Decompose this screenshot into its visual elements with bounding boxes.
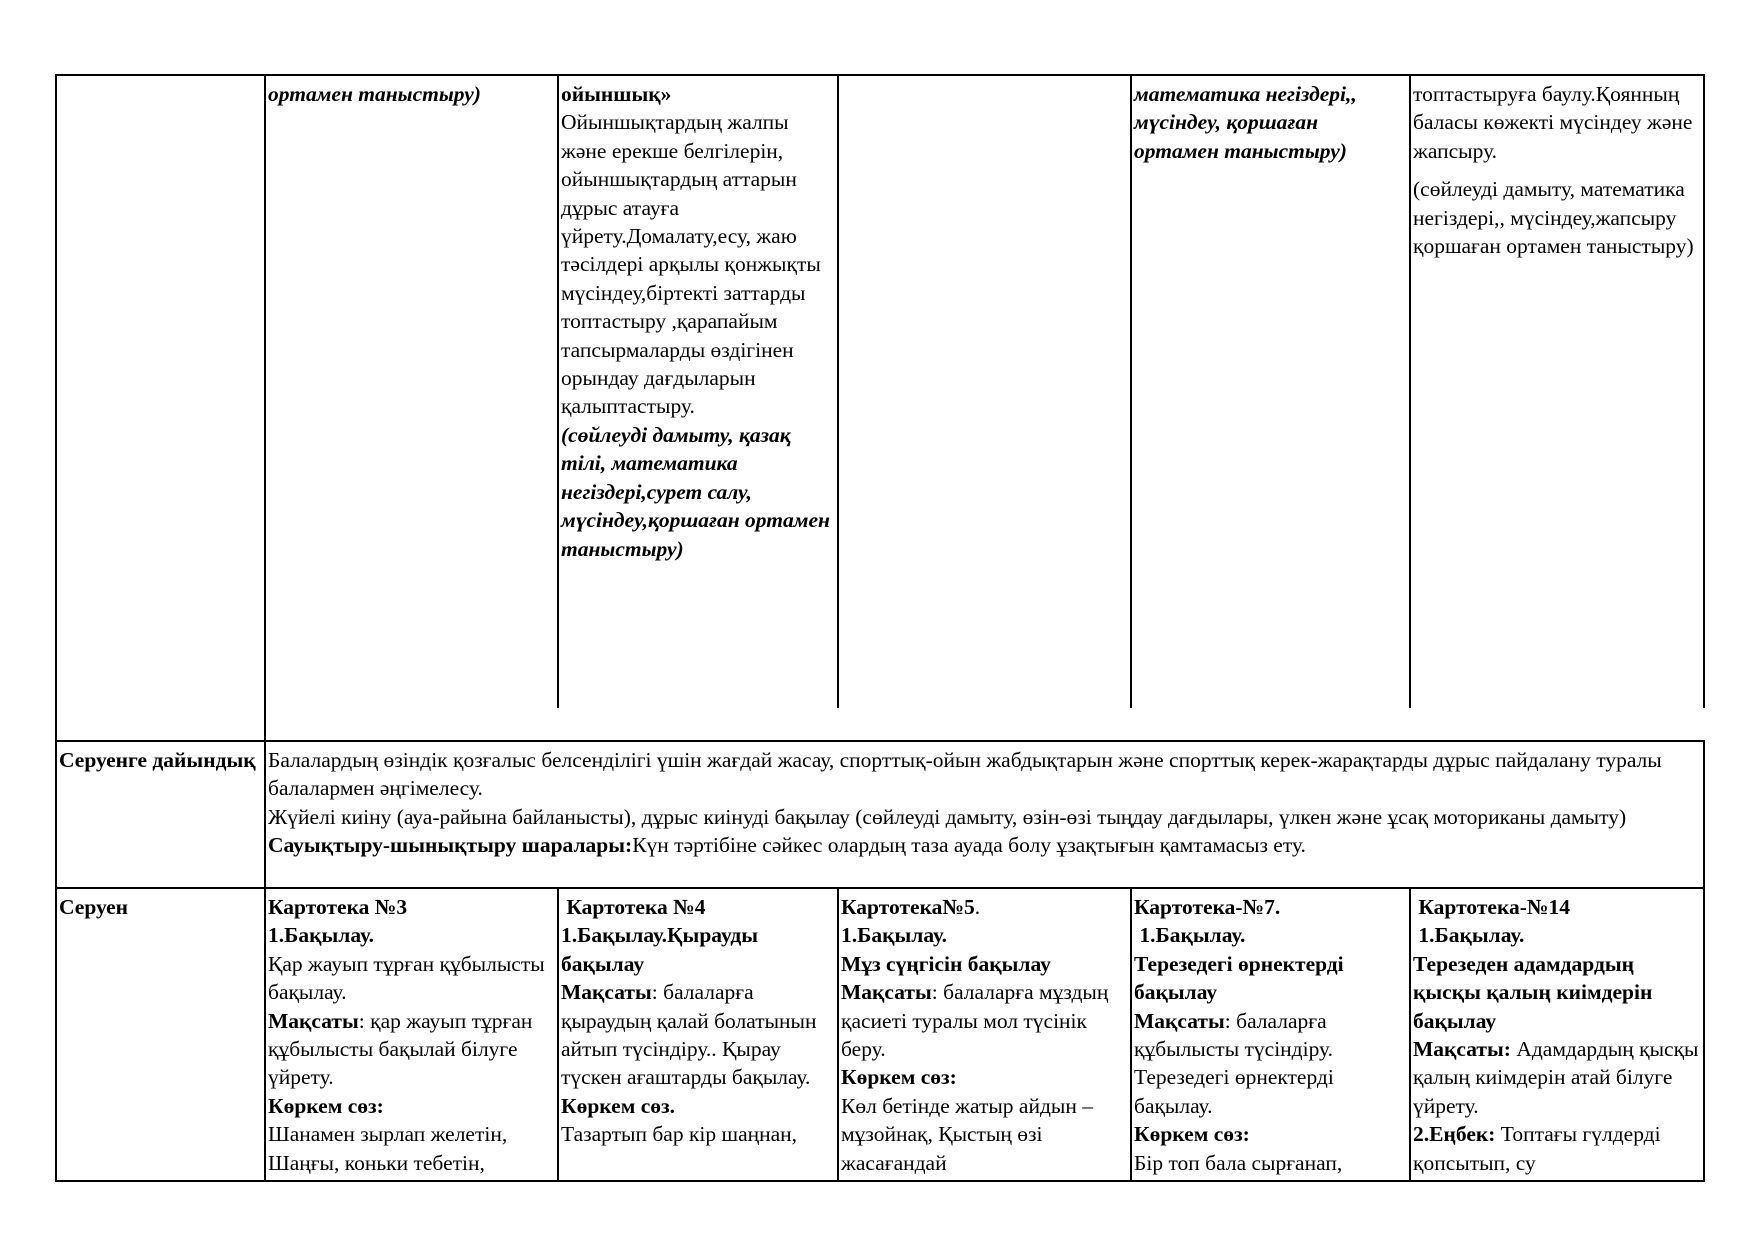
walk-col6-work-text: Топтағы гүлдерді қопсытып, су xyxy=(1413,1122,1661,1175)
walk-col6-card: Картотека-№14 xyxy=(1413,895,1571,919)
walk-col2-art: Шанамен зырлап желетін, Шаңғы, коньки тебетін, xyxy=(268,1122,508,1175)
table-border-right-top xyxy=(1703,74,1705,708)
walk-col2-goal-text: : қар жауып тұрған құбылысты бақылай білуге үйрету. xyxy=(268,1008,533,1090)
walk-col3-card: Картотека №4 xyxy=(561,895,706,919)
walk-col4-art: Көл бетінде жатыр айдын – мұзойнақ, Қыстың өзі жасағандай xyxy=(841,1093,1093,1175)
walk-col3-observation: 1.Бақылау.Қырауды бақылау xyxy=(561,923,759,976)
row-walk-col4 xyxy=(839,889,1129,1179)
row-top-col3 xyxy=(559,76,836,706)
row-prep-line3 xyxy=(268,831,1700,859)
walk-col2-observation: 1.Бақылау. xyxy=(268,923,374,948)
walk-col4-observation: 1.Бақылау. xyxy=(841,923,947,948)
row-top-col4 xyxy=(839,76,1129,706)
walk-col3-goal-text: : балаларға қыраудың қалай болатынын айтып түсіндіру.. Қырау түскен ағаштарды бақылау. xyxy=(561,980,817,1090)
row-prep-line3-rest: Күн тәртібіне сәйкес олардың таза ауада болу ұзақтығын қамтамасыз ету. xyxy=(632,833,1306,858)
row-top-col3-text: Ойыншықтардың жалпы және ерекше белгілерін, ойыншықтардың аттарын дұрыс атауға үйрету.Домалату,есу, жаю тәсілдері арқылы қонжықты мүсіндеу,біртекті заттарды топтастыру ,қарапайым тапсырмаларды өздігінен орындау дағдыларын қалыптастыру. xyxy=(561,110,821,419)
walk-col2-text: Қар жауып тұрған құбылысты бақылау. xyxy=(268,951,545,1005)
walk-col3-art-label: Көркем сөз. xyxy=(561,1093,676,1118)
walk-col4-art-label: Көркем сөз: xyxy=(841,1065,957,1090)
row-top-col6-text: топтастыруға баулу.Қоянның баласы көжекті мүсіндеу және жапсыру. xyxy=(1413,82,1693,163)
row-top-col5-text: математика негіздері,, мүсіндеу, қоршаған ортамен таныстыру) xyxy=(1134,82,1357,163)
walk-col5-card: Картотека-№7. xyxy=(1134,895,1281,919)
row-prep-line1: Балалардың өзіндік қозғалыс белсенділігі үшін жағдай жасау, спорттық-ойын жабдықтарын және спорттық керек-жарақтарды дұрыс пайдалану туралы балалармен әңгімелесу. xyxy=(268,748,1662,801)
row-top-col6-integration: (сөйлеуді дамыту, математика негіздері,, мүсіндеу,жапсыру қоршаған ортамен таныстыру) xyxy=(1413,177,1694,259)
row-prep-label-text: Серуенге дайындық xyxy=(59,748,256,772)
walk-col2-art-label: Көркем сөз: xyxy=(268,1093,384,1118)
walk-col5-goal-text: : балаларға құбылысты түсіндіру. Терезедегі өрнектерді бақылау. xyxy=(1134,1008,1334,1118)
walk-col3-art: Тазартып бар кір шаңнан, xyxy=(561,1122,798,1147)
walk-col3-goal-label: Мақсаты xyxy=(561,980,652,1005)
spacer xyxy=(1413,165,1700,175)
row-walk-col6 xyxy=(1411,889,1702,1179)
walk-col5-goal xyxy=(1134,1007,1406,1121)
walk-col5-observation-topic: Терезедегі өрнектерді бақылау xyxy=(1134,951,1344,1005)
row-prep-line3-bold: Сауықтыру-шынықтыру шаралары: xyxy=(268,833,633,858)
table-border-right-bottom xyxy=(1703,740,1705,1182)
row-prep-line2: Жүйелі киіну (ауа-райына байланысты), дұрыс киінуді бақылау (сөйлеуді дамыту, өзін-өзі тыңдау дағдылары, үлкен және ұсақ моториканы дамыту) xyxy=(268,804,1627,829)
row-walk-label xyxy=(57,889,263,1179)
walk-col4-observation-topic: Мұз сүңгісін бақылау xyxy=(841,951,1051,976)
walk-col5-observation: 1.Бақылау. xyxy=(1134,923,1246,948)
walk-col4-card-dot: . xyxy=(974,895,981,919)
row-top-col2 xyxy=(266,76,556,706)
row-walk-col3 xyxy=(559,889,836,1179)
walk-col4-goal xyxy=(841,978,1127,1063)
walk-col3-goal xyxy=(561,978,834,1092)
walk-col2-card: Картотека №3 xyxy=(268,895,408,919)
row-top-col3-title-end: ойыншық» xyxy=(561,82,672,106)
walk-col6-goal xyxy=(1413,1035,1700,1120)
walk-col4-goal-text: : балаларға мұздың қасиеті туралы мол түсінік беру. xyxy=(841,980,1109,1062)
walk-col4-card-line xyxy=(841,893,1127,921)
row-top-col6 xyxy=(1411,76,1702,706)
row-top-col5 xyxy=(1132,76,1408,706)
walk-col2-goal-label: Мақсаты xyxy=(268,1008,359,1033)
walk-col6-goal-label: Мақсаты: xyxy=(1413,1037,1511,1062)
walk-col2-goal xyxy=(268,1007,554,1092)
table-border-bottom xyxy=(55,1180,1705,1182)
walk-col6-goal-text: Адамдардың қысқы қалың киімдерін атай білуге үйрету. xyxy=(1413,1037,1699,1118)
walk-col5-art: Бір топ бала сырғанап, xyxy=(1134,1150,1343,1175)
row-prep-label xyxy=(57,742,263,885)
walk-col6-observation-topic: Терезеден адамдардың қысқы қалың киімдерін бақылау xyxy=(1413,951,1653,1033)
walk-col6-work-label: 2.Еңбек: xyxy=(1413,1122,1496,1147)
walk-col6-work xyxy=(1413,1120,1700,1177)
walk-col6-observation: 1.Бақылау. xyxy=(1413,923,1525,948)
row-walk-col2 xyxy=(266,889,556,1179)
row-top-col2-text: ортамен таныстыру) xyxy=(268,82,481,106)
row-walk-col5 xyxy=(1132,889,1408,1179)
walk-col4-goal-label: Мақсаты xyxy=(841,980,932,1005)
walk-col5-goal-label: Мақсаты xyxy=(1134,1008,1225,1033)
row-top-col3-integration: (сөйлеуді дамыту, қазақ тілі, математика негіздері,сурет салу, мүсіндеу,қоршаған ортамен таныстыру) xyxy=(561,422,830,561)
row-walk-label-text: Серуен xyxy=(59,895,129,919)
walk-col5-art-label: Көркем сөз: xyxy=(1134,1122,1250,1147)
walk-col4-card: Картотека№5 xyxy=(841,895,975,919)
row-prep-content xyxy=(266,742,1702,885)
